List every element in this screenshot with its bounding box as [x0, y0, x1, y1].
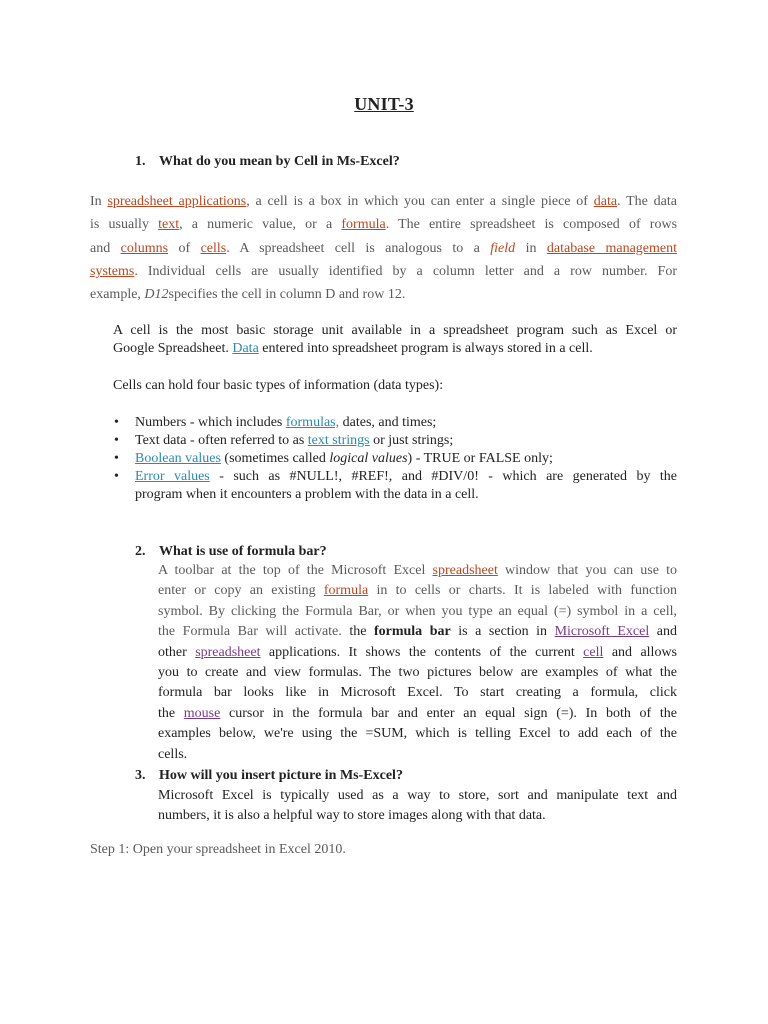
text: A toolbar at the top of the Microsoft Excel — [158, 563, 433, 578]
text: the — [349, 624, 374, 640]
p1-line-3 — [90, 237, 677, 260]
text: Google Spreadsheet. — [113, 341, 233, 356]
text: and — [90, 240, 121, 256]
text: specifies the cell in column D and row 12. — [168, 287, 406, 303]
text: . The data — [617, 194, 677, 209]
text: other — [158, 644, 196, 660]
text: is usually — [90, 217, 159, 233]
q3-line-2: numbers, it is also a helpful way to store images along with that data. — [158, 808, 546, 824]
q3-line-1: Microsoft Excel is typically used as a way to store, sort and manipulate text and — [158, 788, 677, 803]
field-term: field — [490, 240, 516, 256]
spreadsheet-link-2[interactable]: spreadsheet — [195, 644, 261, 660]
text: , a numeric value, or a — [179, 217, 342, 233]
bullet-icon: • — [114, 451, 119, 466]
text: applications. It shows the contents of the current — [260, 644, 584, 660]
text: In — [90, 194, 108, 209]
text: (sometimes called — [220, 451, 330, 466]
error-values-link[interactable]: Error values — [135, 469, 210, 484]
text: dates, and times; — [339, 415, 437, 430]
q2-line-9: examples below, we're using the =SUM, which is telling Excel to add each of the — [158, 726, 677, 742]
bullet-icon: • — [114, 433, 119, 448]
insert-picture-paragraph — [158, 786, 677, 827]
question-1-text: What do you mean by Cell in Ms-Excel? — [159, 154, 400, 169]
list-item — [114, 468, 677, 504]
text: enter or copy an existing — [158, 583, 324, 599]
text: or just strings; — [369, 433, 454, 448]
text: cursor in the formula bar and enter an equal sign (=). In both of the — [220, 705, 677, 721]
p1-line-4 — [90, 260, 677, 283]
question-1-heading — [135, 154, 400, 170]
p2-line-2 — [113, 340, 677, 358]
text-strings-link[interactable]: text strings — [307, 433, 370, 448]
text: of — [168, 240, 201, 256]
p1-line-1 — [90, 190, 677, 213]
q2-line-8 — [158, 704, 677, 724]
p2-line-1: A cell is the most basic storage unit available in a spreadsheet program such as Excel or — [113, 323, 677, 338]
q2-line-1 — [158, 561, 677, 581]
text: the — [158, 705, 184, 721]
q2-line-4 — [158, 622, 677, 642]
p1-line-2 — [90, 213, 677, 236]
q2-line-7: formula bar looks like in Microsoft Excel. To start creating a formula, click — [158, 685, 677, 701]
boolean-values-link[interactable]: Boolean values — [135, 451, 221, 466]
question-2-text: What is use of formula bar? — [159, 544, 327, 559]
data-types-intro: Cells can hold four basic types of information (data types): — [113, 378, 444, 393]
q2-line-6: you to create and view formulas. The two pictures below are examples of what the — [158, 664, 677, 680]
microsoft-excel-link[interactable]: Microsoft Excel — [554, 624, 650, 640]
list-item — [114, 450, 677, 468]
text-link[interactable]: text — [158, 217, 180, 233]
formula-link-2[interactable]: formula — [323, 583, 369, 599]
question-1-number: 1. — [135, 154, 146, 169]
text: in — [515, 240, 547, 256]
b4-line-2: program when it encounters a problem with the data in a cell. — [135, 487, 479, 502]
text: and — [649, 624, 677, 640]
formula-link[interactable]: formula — [341, 217, 386, 233]
question-3-number: 3. — [135, 768, 146, 783]
list-item — [114, 414, 677, 432]
question-2-number: 2. — [135, 544, 146, 559]
text: example, — [90, 287, 145, 303]
cells-link[interactable]: cells — [200, 240, 227, 256]
d12-term: D12 — [144, 287, 169, 303]
p1-line-5 — [90, 283, 677, 306]
data-link[interactable]: data — [593, 194, 618, 209]
bullet-icon: • — [114, 415, 119, 430]
q2-line-10: cells. — [158, 746, 188, 762]
text: ) - TRUE or FALSE only; — [407, 451, 553, 466]
q2-line-5 — [158, 643, 677, 663]
cell-link[interactable]: cell — [583, 644, 604, 660]
b4-line-1 — [135, 468, 677, 486]
text: entered into spreadsheet program is always stored in a cell. — [258, 341, 593, 356]
text: Numbers - which includes — [135, 415, 286, 430]
bullet-icon: • — [114, 469, 119, 484]
spreadsheet-link[interactable]: spreadsheet — [432, 563, 498, 578]
data-link-2[interactable]: Data — [232, 341, 259, 356]
spreadsheet-applications-link[interactable]: spreadsheet applications — [107, 194, 247, 209]
text: window that you can use to — [497, 563, 677, 578]
text: . A spreadsheet cell is analogous to a — [226, 240, 491, 256]
database-management-link[interactable]: database management — [546, 240, 678, 256]
data-types-list — [114, 414, 677, 504]
unit-title: UNIT-3 — [354, 94, 414, 114]
step-1-text: Step 1: Open your spreadsheet in Excel 2010. — [90, 842, 346, 857]
question-3-text: How will you insert picture in Ms-Excel? — [159, 768, 403, 783]
text: is a section in — [450, 624, 555, 640]
formula-bar-paragraph — [158, 561, 677, 765]
mouse-link[interactable]: mouse — [183, 705, 221, 721]
logical-values-term: logical values — [329, 451, 408, 466]
text: in to cells or charts. It is labeled with function — [368, 583, 677, 599]
formula-bar-term: formula bar — [373, 624, 451, 640]
list-item — [114, 432, 677, 450]
text: - such as #NULL!, #REF!, and #DIV/0! - which are generated by the — [209, 469, 678, 484]
question-2-heading — [135, 544, 327, 560]
q2-line-3: symbol. By clicking the Formula Bar, or when you type an equal (=) symbol in a cell, — [158, 603, 677, 619]
text: the Formula Bar will activate. — [158, 624, 350, 640]
columns-link[interactable]: columns — [120, 240, 169, 256]
text: . Individual cells are usually identified by a column letter and a row number. For — [134, 263, 677, 279]
cell-definition-paragraph — [90, 190, 677, 306]
formulas-link[interactable]: formulas, — [285, 415, 340, 430]
text: Text data - often referred to as — [135, 433, 308, 448]
text: , a cell is a box in which you can enter a single piece of — [246, 194, 594, 209]
cell-storage-paragraph — [113, 322, 677, 358]
q2-line-2 — [158, 581, 677, 601]
text: . The entire spreadsheet is composed of rows — [385, 217, 678, 233]
text: and allows — [603, 644, 677, 660]
question-3-heading — [135, 768, 403, 784]
systems-link[interactable]: systems — [90, 263, 135, 279]
